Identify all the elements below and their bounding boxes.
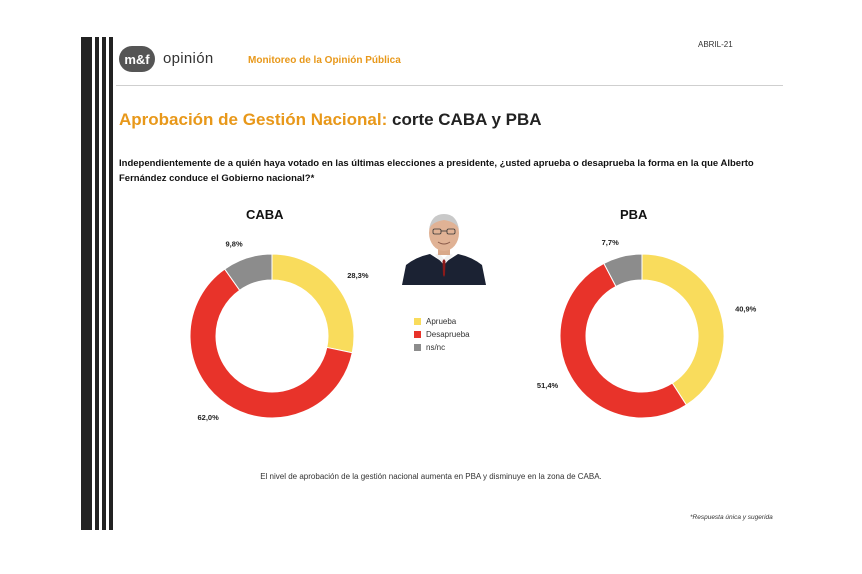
page-title	[119, 110, 542, 130]
chart-title-pba: PBA	[620, 207, 648, 222]
data-label-pba-aprueba: 40,9%	[735, 304, 757, 314]
donut-chart-pba	[536, 237, 757, 426]
data-label-caba-desaprueba: 62,0%	[197, 413, 219, 423]
donut-chart-caba	[182, 239, 369, 426]
survey-question: Independientemente de a quién haya votado en las últimas elecciones a presidente, ¿usted aprueba o desaprueba la forma en la que Alberto Fernández conduce el Gobierno nacional?*	[119, 158, 754, 184]
chart-title-caba: CABA	[246, 207, 284, 222]
legend-swatch-desaprueba	[414, 331, 421, 338]
report-date: ABRIL-21	[698, 40, 733, 49]
left-bar-1	[81, 37, 92, 530]
donut-slice-caba-aprueba	[272, 254, 354, 353]
title-part-a: Aprobación de Gestión Nacional:	[119, 110, 388, 129]
chart-legend	[414, 315, 470, 354]
data-label-caba-nsnc: 9,8%	[225, 239, 243, 249]
legend-swatch-nsnc	[414, 344, 421, 351]
data-label-pba-desaprueba: 51,4%	[536, 380, 559, 390]
title-part-b: corte CABA y PBA	[387, 110, 542, 129]
brand-name: opinión	[163, 50, 214, 67]
legend-item-desaprueba	[414, 328, 470, 341]
president-portrait	[402, 205, 486, 285]
left-bar-4	[109, 37, 113, 530]
legend-item-aprueba	[414, 315, 470, 328]
header-divider	[116, 85, 783, 86]
legend-item-nsnc	[414, 341, 470, 354]
legend-label-nsnc: ns/nc	[426, 343, 446, 352]
data-label-pba-nsnc: 7,7%	[601, 237, 619, 247]
left-bar-3	[102, 37, 106, 530]
conclusion-note: El nivel de aprobación de la gestión nacional aumenta en PBA y disminuye en la zona de CABA.	[260, 472, 602, 481]
legend-label-desaprueba: Desaprueba	[426, 330, 470, 339]
logo-text: m&f	[124, 51, 150, 67]
data-label-caba-aprueba: 28,3%	[347, 270, 369, 280]
legend-label-aprueba: Aprueba	[426, 317, 457, 326]
header-subtitle: Monitoreo de la Opinión Pública	[248, 55, 401, 66]
brand-logo	[119, 46, 155, 72]
footnote: *Respuesta única y sugerida	[690, 514, 773, 521]
legend-swatch-aprueba	[414, 318, 421, 325]
donut-slice-pba-aprueba	[642, 254, 724, 405]
left-bar-2	[95, 37, 99, 530]
